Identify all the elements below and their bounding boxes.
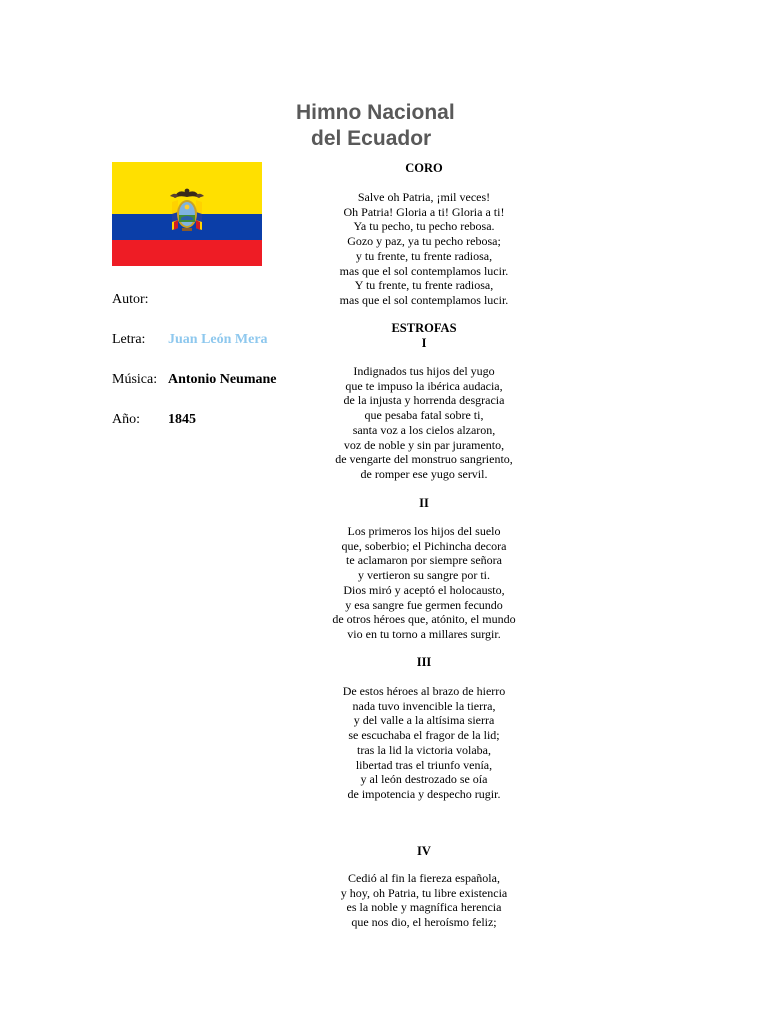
estrofa-verse (304, 364, 544, 482)
estrofa-verse (304, 871, 544, 930)
verse-line: voz de noble y sin par juramento, (343, 437, 505, 452)
estrofa-numeral: II (419, 496, 429, 510)
verse-line: de impotencia y despecho rugir. (347, 786, 501, 801)
verse-line: Ya tu pecho, tu pecho rebosa. (353, 219, 495, 234)
estrofas-heading-block (304, 321, 544, 350)
letra-value-link[interactable]: Juan León Mera (168, 332, 268, 347)
estrofa-heading-block (304, 655, 544, 670)
verse-line: santa voz a los cielos alzaron, (352, 422, 496, 437)
verse-line: tras la lid la victoria volaba, (357, 742, 491, 757)
estrofas-heading: ESTROFAS (391, 321, 457, 335)
verse-line: que pesaba fatal sobre ti, (364, 408, 484, 423)
verse-line: libertad tras el triunfo venía, (355, 757, 493, 772)
verse-line: que nos dio, el heroísmo feliz; (351, 915, 497, 930)
autor-label: Autor: (112, 292, 149, 307)
verse-line: que te impuso la ibérica audacia, (345, 378, 503, 393)
verse-line: de la injusta y horrenda desgracia (343, 393, 505, 408)
coro-heading: CORO (405, 161, 443, 175)
verse-line: que, soberbio; el Pichincha decora (341, 538, 507, 553)
verse-line: de romper ese yugo servil. (360, 466, 488, 481)
verse-line: Salve oh Patria, ¡mil veces! (357, 190, 491, 204)
verse-line: Oh Patria! Gloria a ti! Gloria a ti! (343, 204, 505, 219)
musica-label: Música: (112, 372, 158, 387)
verse-line: y del valle a la altísima sierra (353, 713, 495, 728)
verse-line: y vertieron su sangre por ti. (358, 568, 490, 583)
title-line-2: del Ecuador (311, 127, 432, 150)
estrofa-heading-block (304, 844, 544, 859)
verse-line: y tu frente, tu frente radiosa, (355, 248, 493, 263)
verse-line: Dios miró y aceptó el holocausto, (343, 582, 505, 597)
estrofa-verse (304, 684, 544, 802)
coat-of-arms-icon (170, 189, 204, 231)
verse-line: Los primeros los hijos del suelo (347, 524, 501, 538)
anio-value: 1845 (168, 412, 196, 427)
verse-line: y al león destrozado se oía (360, 772, 488, 787)
page-title (290, 100, 490, 152)
musica-value: Antonio Neumane (168, 372, 277, 387)
estrofa-heading-block (304, 496, 544, 511)
verse-line: se escuchaba el fragor de la lid; (348, 728, 500, 743)
verse-line: te aclamaron por siempre señora (346, 553, 502, 568)
verse-line: de otros héroes que, atónito, el mundo (332, 612, 516, 627)
verse-line: y hoy, oh Patria, tu libre existencia (340, 885, 508, 900)
verse-line: Cedió al fin la fiereza española, (348, 871, 500, 885)
verse-line: Gozo y paz, ya tu pecho rebosa; (347, 234, 501, 249)
coro-verse (304, 190, 544, 308)
letra-label: Letra: (112, 332, 146, 347)
ecuador-flag-image (112, 162, 262, 266)
verse-line: De estos héroes al brazo de hierro (342, 684, 506, 698)
estrofa-numeral: I (421, 335, 427, 350)
verse-line: vio en tu torno a millares surgir. (347, 626, 501, 641)
estrofa-numeral: III (416, 655, 432, 669)
verse-line: Y tu frente, tu frente radiosa, (354, 278, 494, 293)
estrofa-verse (304, 524, 544, 642)
verse-line: mas que el sol contemplamos lucir. (339, 292, 509, 307)
verse-line: Indignados tus hijos del yugo (353, 364, 495, 378)
verse-line: es la noble y magnífica herencia (346, 900, 502, 915)
anio-label: Año: (112, 412, 140, 427)
verse-line: mas que el sol contemplamos lucir. (339, 263, 509, 278)
verse-line: de vengarte del monstruo sangriento, (335, 452, 513, 467)
coro-heading-block (304, 161, 544, 176)
estrofa-numeral: IV (417, 844, 431, 858)
verse-line: nada tuvo invencible la tierra, (352, 698, 496, 713)
title-line-1: Himno Nacional (296, 101, 455, 124)
verse-line: y esa sangre fue germen fecundo (345, 597, 503, 612)
